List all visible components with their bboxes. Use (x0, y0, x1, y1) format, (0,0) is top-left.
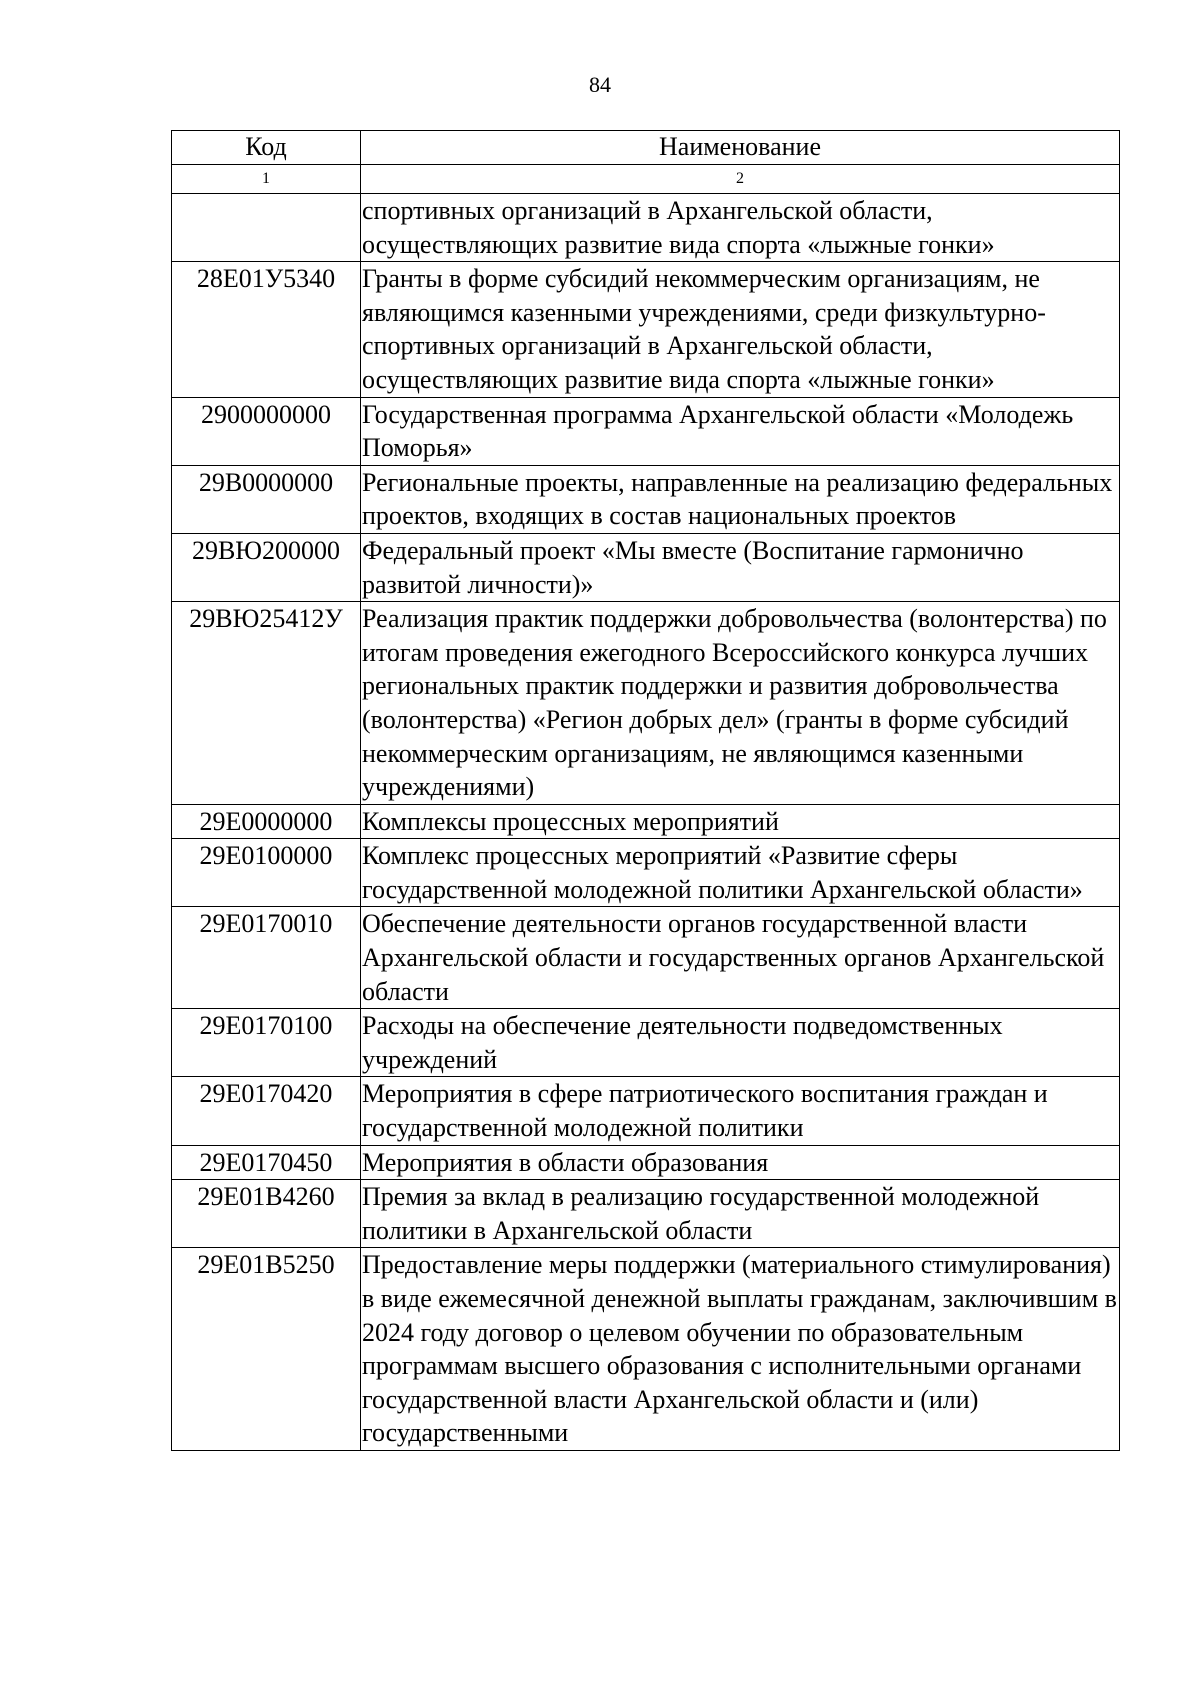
row-name: Обеспечение деятельности органов государственной власти Архангельской области и государственных органов Архангельской области (361, 907, 1120, 1009)
column-number-name: 2 (361, 165, 1120, 194)
table-header-row (172, 131, 1120, 165)
row-name: Гранты в форме субсидий некоммерческим организациям, не являющимся казенными учреждениями, среди физкультурно-спортивных организаций в Архангельской области, осуществляющих развитие вида спорта «лыжные гонки» (361, 262, 1120, 397)
row-code: 29ВЮ25412У (172, 602, 361, 805)
column-number-row (172, 165, 1120, 194)
row-name: Премия за вклад в реализацию государственной молодежной политики в Архангельской области (361, 1180, 1120, 1248)
row-code: 29Е0170420 (172, 1077, 361, 1145)
column-number-code: 1 (172, 165, 361, 194)
row-name: Расходы на обеспечение деятельности подведомственных учреждений (361, 1009, 1120, 1077)
row-name: Мероприятия в области образования (361, 1145, 1120, 1180)
header-name: Наименование (361, 131, 1120, 165)
table-row (172, 262, 1120, 397)
row-code: 29Е01В5250 (172, 1248, 361, 1451)
row-code: 28Е01У5340 (172, 262, 361, 397)
row-name: Комплекс процессных мероприятий «Развитие сферы государственной молодежной политики Архангельской области» (361, 839, 1120, 907)
row-name: Комплексы процессных мероприятий (361, 804, 1120, 839)
row-name: Реализация практик поддержки добровольчества (волонтерства) по итогам проведения ежегодного Всероссийского конкурса лучших региональных практик поддержки и развития добровольчества (волонтерства) «Регион добрых дел» (гранты в форме субсидий некоммерческим организациям, не являющимся казенными учреждениями) (361, 602, 1120, 805)
row-name: Предоставление меры поддержки (материального стимулирования) в виде ежемесячной денежной выплаты гражданам, заключившим в 2024 году договор о целевом обучении по образовательным программам высшего образования с исполнительными органами государственной власти Архангельской области и (или) государственными (361, 1248, 1120, 1451)
row-name: Мероприятия в сфере патриотического воспитания граждан и государственной молодежной политики (361, 1077, 1120, 1145)
table-row (172, 839, 1120, 907)
table-row (172, 907, 1120, 1009)
row-code: 2900000000 (172, 397, 361, 465)
page-number: 84 (589, 72, 611, 97)
table-row (172, 1145, 1120, 1180)
table-row (172, 533, 1120, 601)
row-name: Федеральный проект «Мы вместе (Воспитание гармонично развитой личности)» (361, 533, 1120, 601)
row-code: 29Е0100000 (172, 839, 361, 907)
row-name: Государственная программа Архангельской области «Молодежь Поморья» (361, 397, 1120, 465)
row-code: 29Е0170100 (172, 1009, 361, 1077)
table-row (172, 1077, 1120, 1145)
budget-classification-table (171, 130, 1120, 1451)
row-code: 29Е0170010 (172, 907, 361, 1009)
row-code: 29В0000000 (172, 465, 361, 533)
row-name: спортивных организаций в Архангельской области, осуществляющих развитие вида спорта «лыжные гонки» (361, 194, 1120, 262)
table-row (172, 804, 1120, 839)
table-row (172, 602, 1120, 805)
table-row (172, 397, 1120, 465)
table-row (172, 194, 1120, 262)
table-row (172, 1248, 1120, 1451)
table-row (172, 1009, 1120, 1077)
row-code: 29Е0170450 (172, 1145, 361, 1180)
row-code: 29Е0000000 (172, 804, 361, 839)
table-row (172, 465, 1120, 533)
row-code (172, 194, 361, 262)
header-code: Код (172, 131, 361, 165)
row-name: Региональные проекты, направленные на реализацию федеральных проектов, входящих в состав национальных проектов (361, 465, 1120, 533)
row-code: 29Е01В4260 (172, 1180, 361, 1248)
table-row (172, 1180, 1120, 1248)
row-code: 29ВЮ200000 (172, 533, 361, 601)
